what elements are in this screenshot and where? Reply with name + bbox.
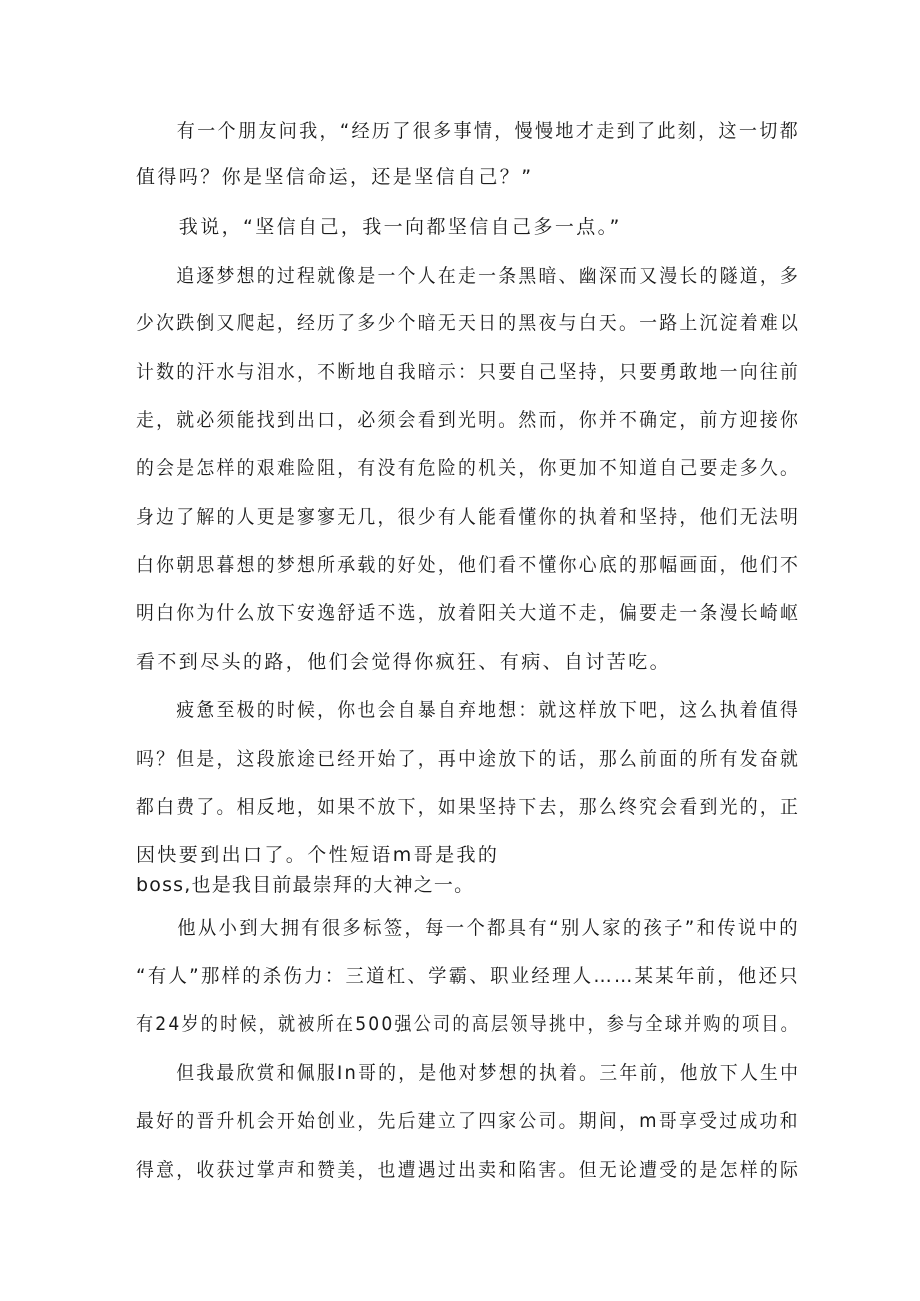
text-line: 看不到尽头的路，他们会觉得你疯狂、有病、自讨苦吃。 bbox=[136, 651, 672, 673]
text-line: 少次跌倒又爬起，经历了多少个暗无天日的黑夜与白天。一路上沉淀着难以 bbox=[136, 312, 801, 334]
text-line: 计数的汗水与泪水，不断地自我暗示：只要自己坚持，只要勇敢地一向往前 bbox=[136, 361, 801, 383]
text-line: 因快要到出口了。个性短语m哥是我的 bbox=[136, 844, 500, 866]
text-line: 白你朝思暮想的梦想所承载的好处，他们看不懂你心底的那幅画面，他们不 bbox=[136, 554, 801, 576]
text-line: 有24岁的时候，就被所在500强公司的高层领导挑中，参与全球并购的项目。 bbox=[136, 1013, 800, 1035]
text-line: boss,也是我目前最崇拜的大神之一。 bbox=[136, 874, 475, 896]
text-line: “有人”那样的杀伤力：三道杠、学霸、职业经理人……某某年前，他还只 bbox=[136, 965, 800, 987]
text-line: 疲惫至极的时候，你也会自暴自弃地想：就这样放下吧，这么执着值得 bbox=[136, 699, 801, 721]
text-line: 明白你为什么放下安逸舒适不选，放着阳关大道不走，偏要走一条漫长崎岖 bbox=[136, 602, 801, 624]
text-line: 身边了解的人更是寥寥无几，很少有人能看懂你的执着和坚持，他们无法明 bbox=[136, 506, 801, 528]
text-line: 得意，收获过掌声和赞美，也遭遇过出卖和陷害。但无论遭受的是怎样的际 bbox=[136, 1159, 801, 1181]
text-line: 值得吗？你是坚信命运，还是坚信自己？” bbox=[136, 166, 534, 188]
text-line: 追逐梦想的过程就像是一个人在走一条黑暗、幽深而又漫长的隧道，多 bbox=[136, 265, 801, 287]
text-line: 都白费了。相反地，如果不放下，如果坚持下去，那么终究会看到光的，正 bbox=[136, 796, 801, 818]
text-line: 但我最欣赏和佩服In哥的，是他对梦想的执着。三年前，他放下人生中 bbox=[136, 1062, 801, 1084]
text-line: 吗？但是，这段旅途已经开始了，再中途放下的话，那么前面的所有发奋就 bbox=[136, 748, 801, 770]
text-line: 有一个朋友问我，“经历了很多事情，慢慢地才走到了此刻，这一切都 bbox=[136, 120, 801, 142]
text-line: 他从小到大拥有很多标签，每一个都具有“别人家的孩子”和传说中的 bbox=[136, 917, 800, 939]
text-line: 最好的晋升机会开始创业，先后建立了四家公司。期间，m哥享受过成功和 bbox=[136, 1110, 800, 1132]
text-line: 走，就必须能找到出口，必须会看到光明。然而，你并不确定，前方迎接你 bbox=[136, 409, 801, 431]
text-line: 我说，“坚信自己，我一向都坚信自己多一点。” bbox=[136, 216, 622, 238]
text-line: 的会是怎样的艰难险阻，有没有危险的机关，你更加不知道自己要走多久。 bbox=[136, 457, 801, 479]
